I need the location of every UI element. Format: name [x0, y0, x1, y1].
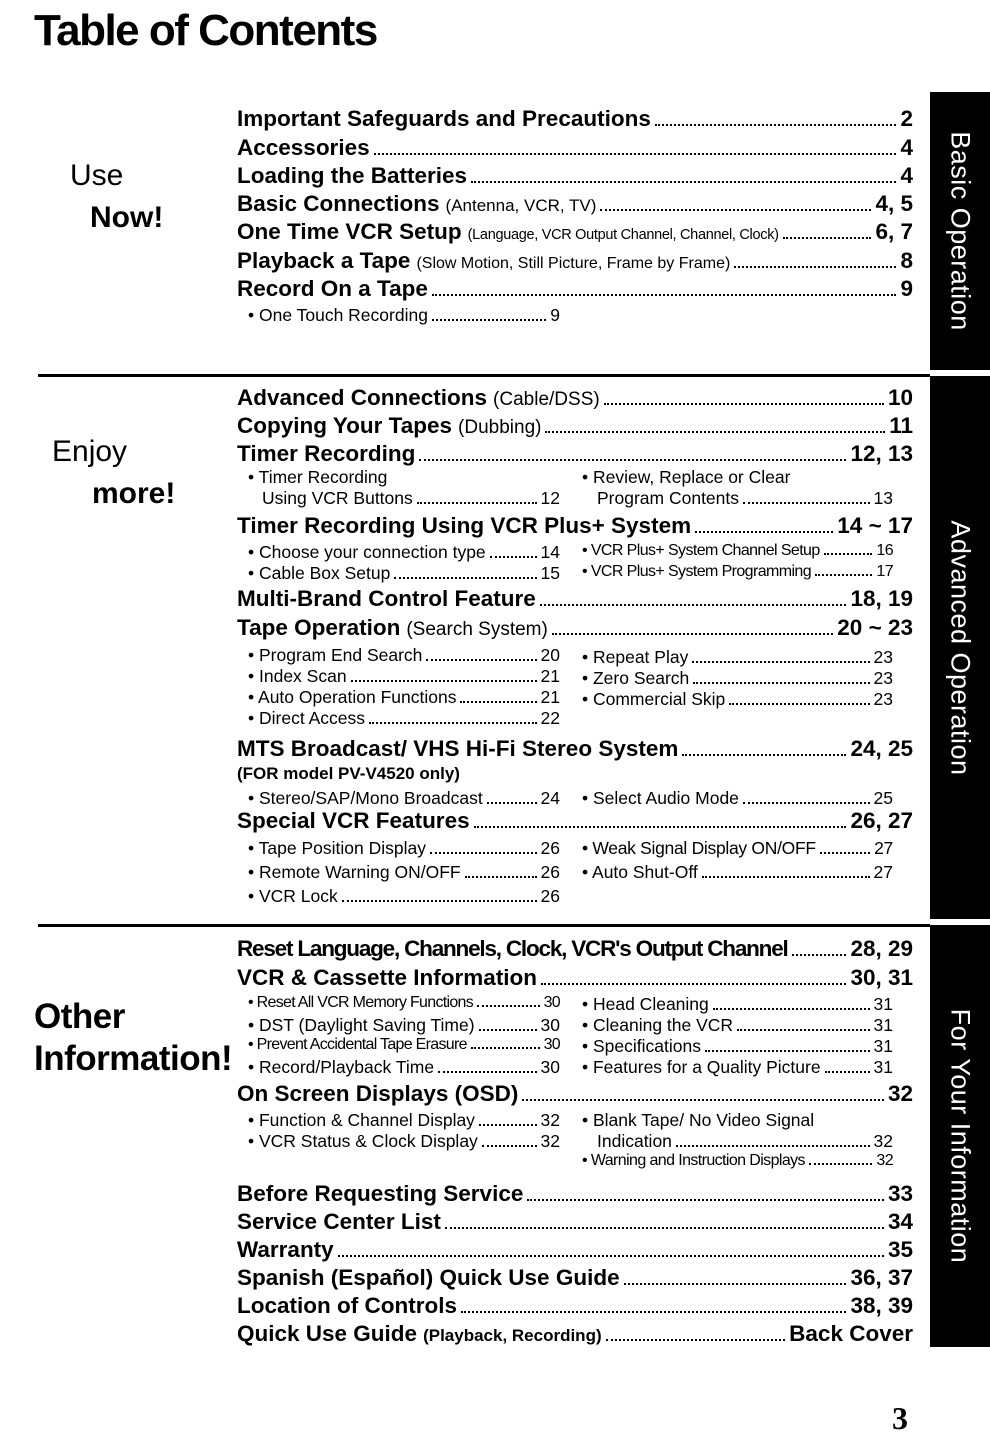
subentry-page: 14 — [540, 542, 560, 562]
toc-entry[interactable] — [237, 808, 913, 834]
entry-page: 10 — [887, 385, 913, 410]
toc-subentry[interactable] — [248, 1110, 560, 1131]
toc-entry[interactable] — [237, 1321, 913, 1347]
section-label-line: Information! — [34, 1039, 233, 1078]
entry-page: 36, 37 — [850, 1265, 913, 1290]
dot-leader — [438, 1071, 536, 1073]
entry-page: 4 — [900, 163, 913, 188]
toc-subentry[interactable] — [248, 687, 560, 708]
subentry-page: 27 — [873, 862, 893, 882]
model-note: (FOR model PV-V4520 only) — [237, 764, 460, 783]
toc-entry[interactable] — [237, 1293, 913, 1319]
subentry-page: 24 — [540, 788, 560, 808]
subentry-text: • Head Cleaning — [582, 994, 709, 1014]
entry-page: 35 — [887, 1237, 913, 1262]
toc-entry[interactable] — [237, 385, 913, 411]
subentry-text: • Choose your connection type — [248, 542, 486, 562]
dot-leader — [705, 1050, 870, 1052]
dot-leader — [737, 1029, 869, 1031]
toc-subentry[interactable] — [582, 994, 893, 1015]
subentry-text[interactable]: • Blank Tape/ No Video Signal — [582, 1110, 815, 1130]
toc-subentry[interactable] — [582, 1057, 893, 1078]
entry-title: Warranty — [237, 1237, 334, 1262]
subentry-text: • Direct Access — [248, 708, 365, 728]
dot-leader — [825, 1071, 870, 1073]
entry-page: 34 — [887, 1209, 913, 1234]
toc-subentry[interactable] — [597, 1131, 893, 1152]
subentry-text: • Repeat Play — [582, 647, 689, 667]
subentry-text: • Warning and Instruction Displays — [582, 1152, 805, 1169]
subentry-text: Using VCR Buttons — [262, 488, 413, 508]
subentry-text: Indication — [597, 1131, 672, 1151]
dot-leader — [374, 153, 897, 155]
subentry-page: 16 — [876, 542, 893, 559]
dot-leader — [465, 876, 537, 878]
entry-page: 33 — [887, 1181, 913, 1206]
dot-leader — [600, 209, 871, 211]
subentry-page: 12 — [540, 488, 560, 508]
dot-leader — [729, 703, 869, 705]
dot-leader — [655, 124, 897, 126]
toc-subentry[interactable] — [582, 1015, 893, 1036]
section-label-line: Now! — [90, 201, 164, 234]
subentry-text[interactable]: • Timer Recording — [248, 467, 388, 487]
toc-subentry[interactable] — [582, 689, 893, 710]
dot-leader — [461, 1311, 846, 1313]
entry-title: Record On a Tape — [237, 276, 428, 301]
subentry-page: 27 — [874, 838, 893, 858]
dot-leader — [417, 502, 537, 504]
dot-leader — [522, 1099, 884, 1101]
toc-subentry[interactable] — [248, 563, 560, 584]
page-title: Table of Contents — [34, 6, 377, 55]
subentry-page: 31 — [873, 994, 893, 1014]
toc-entry[interactable] — [237, 965, 913, 991]
subentry-text: • Weak Signal Display ON/OFF — [582, 838, 816, 858]
dot-leader — [820, 852, 870, 854]
section-label-enjoy — [52, 431, 175, 515]
dot-leader — [540, 604, 847, 606]
subentry-page: 21 — [540, 666, 560, 686]
dot-leader — [338, 1255, 884, 1257]
subentry-text: • Zero Search — [582, 668, 690, 688]
subentry-page: 32 — [876, 1152, 893, 1169]
subentry-text: • DST (Daylight Saving Time) — [248, 1015, 475, 1035]
dot-leader — [545, 431, 885, 433]
entry-page: 28, 29 — [850, 936, 913, 961]
toc-entry[interactable] — [237, 1181, 913, 1207]
entry-page: 9 — [900, 276, 913, 301]
subentry-text: • Cable Box Setup — [248, 563, 391, 583]
dot-leader — [479, 1029, 537, 1031]
toc-subentry[interactable] — [582, 563, 893, 581]
entry-page: Back Cover — [789, 1321, 913, 1346]
toc-subentry[interactable] — [248, 838, 560, 859]
entry-page: 18, 19 — [850, 586, 913, 611]
toc-subentry[interactable] — [248, 645, 560, 666]
toc-subentry[interactable] — [248, 1036, 560, 1054]
entry-title: Playback a Tape — [237, 248, 411, 273]
section-label-line: more! — [92, 477, 176, 510]
dot-leader — [426, 659, 536, 661]
entry-note: (Language, VCR Output Channel, Channel, Clock) — [467, 227, 779, 243]
toc-entry[interactable] — [237, 1081, 913, 1107]
toc-subentry[interactable] — [248, 708, 560, 729]
dot-leader — [479, 1124, 537, 1126]
subentry-text: • Commercial Skip — [582, 689, 726, 709]
entry-title: Before Requesting Service — [237, 1181, 524, 1206]
dot-leader — [394, 577, 536, 579]
subentry-page: 30 — [543, 1036, 560, 1053]
dot-leader — [482, 1145, 537, 1147]
dot-leader — [809, 1163, 872, 1165]
dot-leader — [471, 1047, 540, 1049]
entry-page: 24, 25 — [850, 736, 913, 761]
subentry-text: • Auto Operation Functions — [248, 687, 457, 707]
section-label-other — [34, 996, 232, 1080]
entry-title: Advanced Connections — [237, 385, 488, 410]
tab-basic-operation[interactable] — [930, 92, 990, 370]
dot-leader — [783, 237, 872, 239]
subentry-text: • Record/Playback Time — [248, 1057, 435, 1077]
entry-title: On Screen Displays (OSD) — [237, 1081, 519, 1106]
entry-title: Timer Recording — [237, 441, 416, 466]
dot-leader — [676, 1145, 870, 1147]
dot-leader — [682, 754, 846, 756]
subentry-text: • Prevent Accidental Tape Erasure — [248, 1036, 467, 1053]
subentry-text: • Features for a Quality Picture — [582, 1057, 821, 1077]
toc-entry[interactable] — [237, 135, 913, 161]
toc-entry[interactable] — [237, 191, 913, 217]
subentry-page: 13 — [873, 488, 893, 508]
subentry-page: 26 — [540, 862, 560, 882]
toc-entry[interactable] — [237, 736, 913, 762]
toc-subentry[interactable] — [582, 1152, 893, 1170]
toc-subentry[interactable] — [248, 788, 560, 809]
entry-page: 26, 27 — [850, 808, 913, 833]
section-divider — [38, 374, 930, 377]
subentry-page: 31 — [873, 1057, 893, 1077]
subentry-page: 31 — [873, 1036, 893, 1056]
subentry-text: • VCR Plus+ System Programming — [582, 563, 812, 580]
toc-entry[interactable] — [237, 513, 913, 539]
subentry-page: 23 — [873, 689, 893, 709]
toc-entry[interactable] — [237, 1265, 913, 1291]
toc-subentry[interactable] — [248, 886, 560, 907]
subentry-text: • Auto Shut-Off — [582, 862, 698, 882]
subentry-text: • Index Scan — [248, 666, 347, 686]
section-label-use — [70, 155, 163, 239]
subentry-text: • Specifications — [582, 1036, 701, 1056]
entry-note: (Search System) — [406, 619, 548, 640]
entry-page: 38, 39 — [850, 1293, 913, 1318]
tab-label: Basic Operation — [945, 131, 976, 331]
subentry-page: 26 — [540, 886, 560, 906]
dot-leader — [460, 701, 536, 703]
subentry-text: • Reset All VCR Memory Functions — [248, 994, 474, 1011]
subentry-text: • Cleaning the VCR — [582, 1015, 734, 1035]
toc-subentry[interactable] — [248, 994, 560, 1012]
subentry-text: • Remote Warning ON/OFF — [248, 862, 461, 882]
entry-title: Service Center List — [237, 1209, 441, 1234]
dot-leader — [477, 1005, 540, 1007]
entry-title: Accessories — [237, 135, 370, 160]
toc-subentry[interactable] — [582, 647, 893, 668]
section-label-line: Enjoy — [52, 435, 128, 468]
dot-leader — [743, 502, 870, 504]
subentry-page: 22 — [540, 708, 560, 728]
entry-title: MTS Broadcast/ VHS Hi-Fi Stereo System — [237, 736, 679, 761]
dot-leader — [432, 319, 546, 321]
subentry-text: • Select Audio Mode — [582, 788, 739, 808]
toc-entry[interactable] — [237, 1209, 913, 1235]
subentry-text: • VCR Lock — [248, 886, 338, 906]
tab-for-your-information[interactable] — [930, 925, 990, 1347]
toc-entry[interactable] — [237, 1237, 913, 1263]
dot-leader — [487, 802, 537, 804]
subentry-page: 15 — [540, 563, 560, 583]
toc-subentry[interactable] — [597, 488, 893, 509]
tab-advanced-operation[interactable] — [930, 376, 990, 919]
dot-leader — [692, 661, 869, 663]
dot-leader — [792, 954, 847, 956]
subentry-page: 30 — [543, 994, 560, 1011]
toc-subentry[interactable] — [582, 788, 893, 809]
subentry-page: 23 — [873, 647, 893, 667]
subentry-text[interactable]: • Review, Replace or Clear — [582, 467, 791, 487]
toc-entry[interactable] — [237, 586, 913, 612]
toc-subentry[interactable] — [582, 862, 893, 883]
entry-title: Multi-Brand Control Feature — [237, 586, 536, 611]
toc-entry[interactable] — [237, 441, 913, 467]
entry-note: (Slow Motion, Still Picture, Frame by Frame) — [416, 255, 731, 272]
entry-title: Special VCR Features — [237, 808, 470, 833]
toc-subentry[interactable] — [582, 838, 893, 859]
dot-leader — [351, 680, 537, 682]
subentry-page: 30 — [540, 1057, 560, 1077]
subentry-page: 26 — [540, 838, 560, 858]
dot-leader — [541, 983, 846, 985]
dot-leader — [342, 900, 537, 902]
dot-leader — [815, 574, 872, 576]
entry-page: 6, 7 — [875, 219, 913, 244]
toc-entry[interactable] — [237, 163, 913, 189]
dot-leader — [471, 181, 896, 183]
subentry-page: 20 — [540, 645, 560, 665]
dot-leader — [432, 294, 897, 296]
subentry-text: • Function & Channel Display — [248, 1110, 475, 1130]
subentry-page: 23 — [873, 668, 893, 688]
entry-page: 4, 5 — [875, 191, 913, 216]
subentry-text: • One Touch Recording — [248, 305, 428, 325]
entry-title: VCR & Cassette Information — [237, 965, 538, 990]
dot-leader — [604, 403, 884, 405]
entry-title: Copying Your Tapes — [237, 413, 453, 438]
toc-subentry[interactable] — [248, 542, 560, 563]
subentry-page: 32 — [873, 1131, 893, 1151]
toc-entry[interactable] — [237, 936, 913, 962]
section-label-line: Other — [34, 997, 125, 1036]
toc-subentry[interactable] — [582, 542, 893, 560]
section-divider — [38, 924, 930, 927]
entry-note: (Dubbing) — [458, 417, 542, 438]
dot-leader — [490, 556, 537, 558]
entry-page: 8 — [900, 248, 913, 273]
subentry-text: • Tape Position Display — [248, 838, 426, 858]
dot-leader — [445, 1227, 884, 1229]
entry-title: Spanish (Español) Quick Use Guide — [237, 1265, 620, 1290]
entry-page: 14 ~ 17 — [837, 513, 913, 538]
toc-entry[interactable] — [237, 615, 913, 641]
toc-subentry[interactable] — [248, 1015, 560, 1036]
subentry-text: Program Contents — [597, 488, 740, 508]
dot-leader — [369, 722, 537, 724]
entry-title: Reset Language, Channels, Clock, VCR's Output Channel — [237, 936, 788, 961]
dot-leader — [606, 1339, 786, 1341]
entry-page: 2 — [900, 106, 913, 131]
dot-leader — [419, 459, 846, 461]
entry-title: Loading the Batteries — [237, 163, 468, 188]
dot-leader — [693, 682, 869, 684]
toc-subentry[interactable] — [248, 1057, 560, 1078]
toc-subentry[interactable] — [248, 305, 560, 326]
section-label-line: Use — [70, 159, 124, 192]
toc-entry[interactable] — [237, 219, 913, 245]
dot-leader — [527, 1199, 884, 1201]
dot-leader — [702, 876, 870, 878]
subentry-page: 9 — [550, 305, 560, 325]
tab-label: Advanced Operation — [945, 519, 976, 776]
toc-subentry[interactable] — [262, 488, 560, 509]
dot-leader — [695, 531, 833, 533]
toc-subentry[interactable] — [248, 1131, 560, 1152]
tab-label: For Your Information — [945, 1008, 976, 1264]
dot-leader — [734, 266, 896, 268]
dot-leader — [824, 553, 873, 555]
subentry-page: 17 — [876, 563, 893, 580]
entry-page: 4 — [900, 135, 913, 160]
subentry-page: 30 — [540, 1015, 560, 1035]
subentry-text: • Stereo/SAP/Mono Broadcast — [248, 788, 483, 808]
entry-page: 20 ~ 23 — [837, 615, 913, 640]
subentry-page: 31 — [873, 1015, 893, 1035]
subentry-page: 32 — [540, 1131, 560, 1151]
toc-subentry[interactable] — [582, 668, 893, 689]
entry-title: Important Safeguards and Precautions — [237, 106, 651, 131]
entry-note: (Antenna, VCR, TV) — [445, 196, 597, 215]
entry-title: Tape Operation — [237, 615, 401, 640]
subentry-text: • Program End Search — [248, 645, 423, 665]
subentry-page: 25 — [873, 788, 893, 808]
entry-page: 32 — [887, 1081, 913, 1106]
toc-entry[interactable] — [237, 413, 913, 439]
subentry-text: • VCR Status & Clock Display — [248, 1131, 478, 1151]
toc-entry[interactable] — [237, 276, 913, 302]
subentry-page: 32 — [540, 1110, 560, 1130]
entry-title: Location of Controls — [237, 1293, 457, 1318]
toc-subentry[interactable] — [582, 1036, 893, 1057]
page-number: 3 — [892, 1400, 908, 1436]
entry-title: Basic Connections — [237, 191, 440, 216]
entry-title: One Time VCR Setup — [237, 219, 462, 244]
subentry-page: 21 — [540, 687, 560, 707]
entry-title: Timer Recording Using VCR Plus+ System — [237, 513, 692, 538]
dot-leader — [624, 1283, 847, 1285]
entry-page: 11 — [889, 413, 913, 438]
entry-page: 12, 13 — [850, 441, 913, 466]
dot-leader — [474, 826, 847, 828]
dot-leader — [552, 633, 833, 635]
toc-subentry[interactable] — [248, 666, 560, 687]
dot-leader — [430, 852, 537, 854]
toc-entry[interactable] — [237, 106, 913, 132]
toc-subentry[interactable] — [248, 862, 560, 883]
dot-leader — [713, 1008, 870, 1010]
dot-leader — [743, 802, 870, 804]
entry-page: 30, 31 — [850, 965, 913, 990]
entry-title: Quick Use Guide — [237, 1321, 418, 1346]
entry-note: (Playback, Recording) — [423, 1326, 602, 1345]
entry-note: (Cable/DSS) — [493, 389, 600, 410]
subentry-text: • VCR Plus+ System Channel Setup — [582, 542, 820, 559]
toc-entry[interactable] — [237, 248, 913, 274]
